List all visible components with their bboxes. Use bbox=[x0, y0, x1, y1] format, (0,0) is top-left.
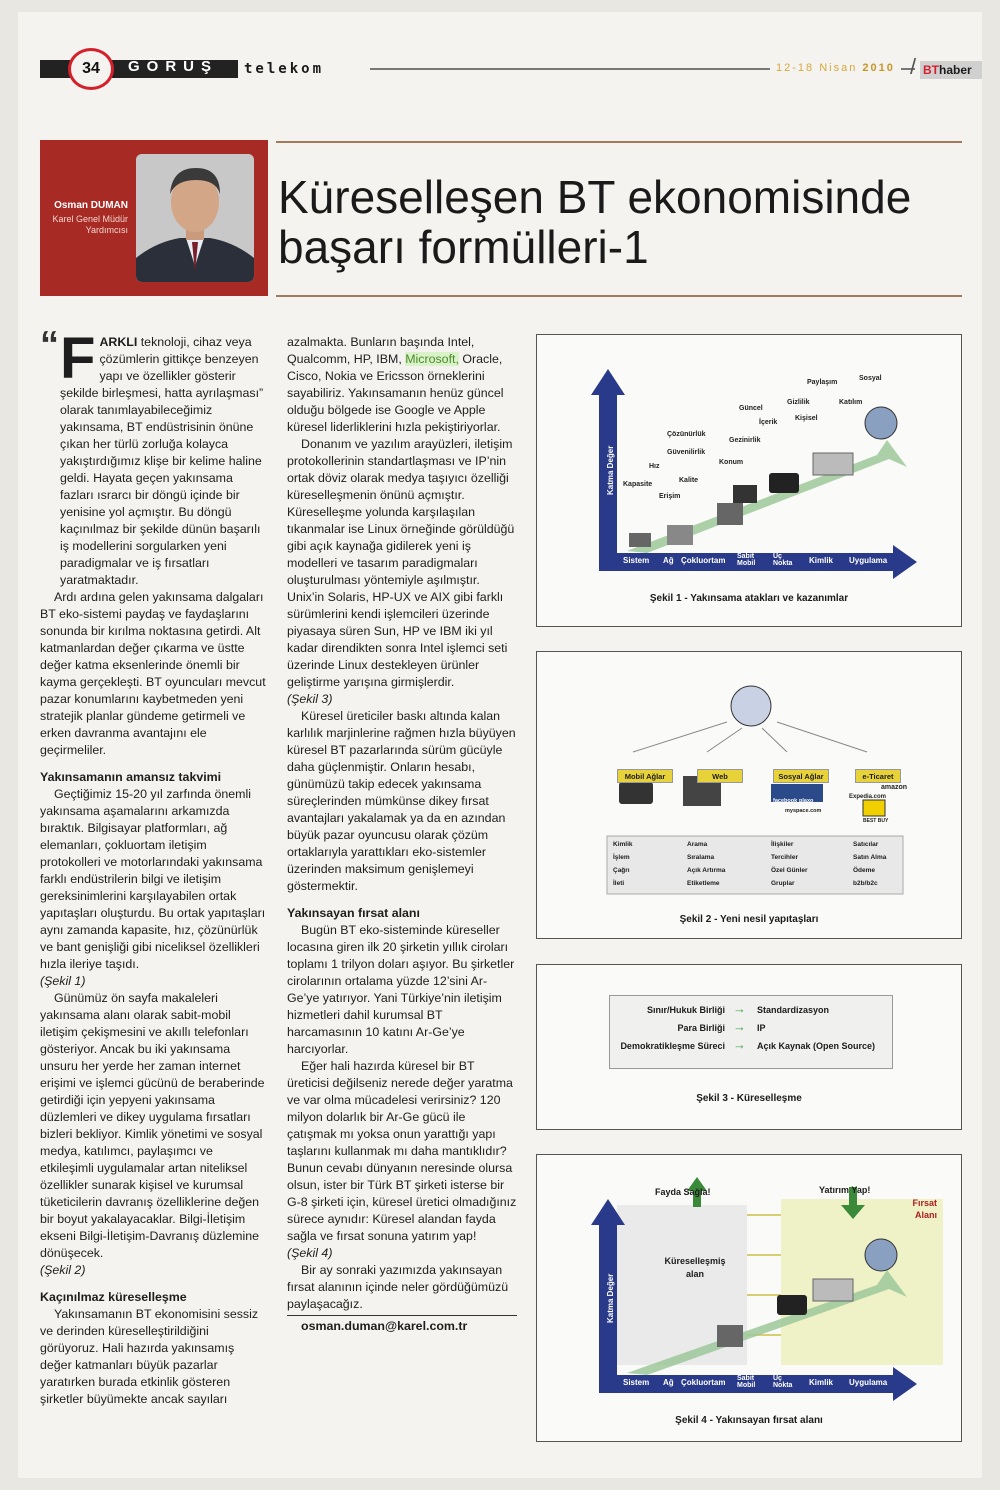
mobile-items bbox=[613, 838, 633, 890]
id-card-icon bbox=[813, 453, 853, 475]
author-name: Osman DUMAN bbox=[54, 200, 128, 211]
monitor-icon bbox=[717, 503, 743, 525]
lead-word: ARKLI bbox=[99, 335, 138, 349]
y-axis-arrowhead bbox=[591, 369, 625, 395]
list-item: Sıralama bbox=[687, 854, 715, 861]
benefit-label: Fayda Sağla! bbox=[655, 1187, 711, 1197]
brand-amazon: amazon bbox=[881, 784, 908, 791]
paragraph: Küresel üreticiler baskı altında kalan karlılık marjinlerine rağmen hızla büyüyen küresel BT pazarlarında sürüm gücüyle daha güçlenmiştir. Onların hesabı, günümüzü takip edecek yakınsama süreçlerinden mümkünse dikey fırsat avantajları yakalamak ya da en azından büyük pazar oyuncusu olarak çözüm ortaklarıyla yarattıkları eko-sistemler üzerinden maksimum genişlemeyi göstermektir. bbox=[287, 709, 516, 893]
connector-line bbox=[777, 722, 867, 752]
x-tick-label: Çokluortam bbox=[681, 556, 726, 565]
row-left: Para Birliği bbox=[677, 1023, 725, 1033]
x-tick-label: Sistem bbox=[623, 1378, 650, 1387]
x-axis-arrowhead bbox=[893, 545, 917, 579]
page-number: 34 bbox=[68, 48, 114, 90]
opportunity-label: Fırsat Alanı bbox=[912, 1198, 937, 1220]
paragraph: Yakınsamanın BT ekonomisini sessiz ve derinden küreselleştirildiğini görüyoruz. Hali hazırda yakınsamış değer katmanları büyük pazarlar yaratırken burada etkinlik gösteren şirketler büyümekte ancak sayıları bbox=[40, 1307, 259, 1406]
x-tick-label: Ağ bbox=[663, 1378, 674, 1387]
fig1-label: İçerik bbox=[759, 419, 778, 426]
arrow-icon: → bbox=[733, 1001, 746, 1016]
list-item: Arama bbox=[687, 841, 708, 848]
figure-4 bbox=[536, 1154, 962, 1442]
row-right: IP bbox=[757, 1023, 766, 1033]
x-tick-label: Uygulama bbox=[849, 556, 888, 565]
subheading: Yakınsamanın amansız takvimi bbox=[40, 770, 222, 784]
fig1-label: Çözünürlük bbox=[667, 431, 706, 438]
list-item: Kimlik bbox=[613, 841, 633, 848]
phone-icon bbox=[619, 782, 653, 804]
list-item: b2b/b2c bbox=[853, 880, 878, 887]
article-column-2 bbox=[287, 334, 517, 1335]
headline: Küreselleşen BT ekonomisinde başarı formülleri-1 bbox=[278, 171, 912, 273]
column-head-ecommerce: e-Ticaret bbox=[855, 769, 901, 783]
paragraph: azalmakta. Bunların başında Intel, Qualcomm, HP, IBM, Microsoft, Oracle, Cisco, Nokia ve Ericsson örneklerini sayabiliriz. Yakınsamanın henüz güncel olduğu bölgede ise Google ve Apple küresel liderliklerini hızla pekiştiriyorlar. bbox=[287, 335, 504, 434]
list-item: Satın Alma bbox=[853, 854, 887, 861]
fig1-label: Erişim bbox=[659, 493, 681, 500]
x-tick-label: Sabit Mobil bbox=[737, 1375, 756, 1389]
brand-plaxo: plaxo bbox=[799, 798, 814, 804]
figure-reference: (Şekil 4) bbox=[287, 1246, 333, 1260]
opportunity-area bbox=[781, 1199, 943, 1365]
list-item: Gruplar bbox=[771, 880, 795, 887]
list-item: Tercihler bbox=[771, 854, 798, 861]
lead-text: teknoloji, cihaz veya çözümlerin gittikçe benzeyen yapı ve özellikler gösterir şekilde birleşmesi, hatta ayrılaşması” olarak tanımlayabileceğimiz yakınsama, BT endüstrisinin önüne çıkan her türlü zorluğa kolayca yakıştırdığımız klişe bir kelime haline geldi. Hayata geçen yakınsama fazları ısrarcı bir döngü içinde bir yenisine yol açmıştır. Bu döngü kaçınılmaz bir şekilde dünün başarılı iş modellerini sorgularken yeni paradigmalar ve iş fırsatları yaratmaktadır. bbox=[60, 335, 264, 587]
fig1-label: Hız bbox=[649, 463, 660, 470]
arrow-icon: → bbox=[733, 1037, 746, 1052]
list-item: Çağrı bbox=[613, 867, 630, 874]
x-tick-label: Uygulama bbox=[849, 1378, 888, 1387]
row-right: Açık Kaynak (Open Source) bbox=[757, 1041, 876, 1051]
author-email[interactable]: osman.duman@karel.com.tr bbox=[287, 1315, 517, 1335]
figure-4-caption: Şekil 4 - Yakınsayan fırsat alanı bbox=[675, 1415, 823, 1426]
x-tick-label: Uç Nokta bbox=[773, 553, 793, 567]
open-quote: “ bbox=[40, 324, 59, 366]
column-head-mobile: Mobil Ağlar bbox=[617, 769, 673, 783]
figure-2 bbox=[536, 651, 962, 939]
figure-reference: (Şekil 1) bbox=[40, 974, 86, 988]
figure-reference: (Şekil 2) bbox=[40, 1263, 86, 1277]
x-tick-label: Sistem bbox=[623, 556, 650, 565]
list-item: Ödeme bbox=[853, 867, 876, 874]
paragraph: Ardı ardına gelen yakınsama dalgaları BT eko-sistemi paydaş ve faydaşlarını sonunda bir kırılma noktasına getirdi. Alt katmanlardan değer çıkarma ve üstte değer katma eksenlerinde önemli bir kayma gerçekleşti. BT oyuncuları mevcut pazar konumlarını kaybetmeden yeni stratejik planlar gündeme getirmeli ve erken davranma avantajını ele geçirmeliler. bbox=[40, 590, 266, 757]
ecommerce-items bbox=[853, 838, 886, 890]
issue-date bbox=[770, 62, 901, 74]
figure-reference: (Şekil 3) bbox=[287, 692, 333, 706]
issue-year: 2010 bbox=[862, 62, 895, 74]
paragraph: Günümüz ön sayfa makaleleri yakınsama alanı olarak sabit-mobil iletişim çekişmesini ve akıllı telefonları gösteriyor. Ancak bu iki yakınsama unsuru her yerde her zaman internet erişimi ve işlemci gücünü de beraberinde getirdiği için yepyeni yakınsama düzlemleri ve dikey uygulama fırsatları bizleri bekliyor. Kimlik yönetimi ve sosyal medya, katılımcı, paylaşımcı ve etkileşimli uygulamalar artan niteliksel özellikler sunarak kişisel ve kurumsal tüketicilerin davranış özelliklerine değen bir boyut yakalayacaklar. Bilgi-İletişim ekseni Bilgi-İletişim-Davranış düzlemine dönüşecek. bbox=[40, 991, 265, 1260]
figure-1 bbox=[536, 334, 962, 627]
id-card-icon bbox=[813, 1279, 853, 1301]
x-axis-arrowhead bbox=[893, 1367, 917, 1401]
headline-rule-bottom bbox=[276, 295, 962, 297]
fig1-label: Sosyal bbox=[859, 375, 882, 382]
list-item: Etiketleme bbox=[687, 880, 720, 887]
list-item: Açık Artırma bbox=[687, 867, 726, 874]
tablet-icon bbox=[733, 485, 757, 503]
magazine-page bbox=[18, 12, 982, 1478]
network-icon bbox=[667, 525, 693, 545]
author-photo bbox=[136, 154, 254, 282]
paragraph: Eğer hali hazırda küresel bir BT üreticisi değilseniz nerede değer yaratma ve var olma mücadelesi verirsiniz? 120 milyon dolarlık bir Ar-Ge gücü ile çatışmak mı yoksa onun yarattığı yapı taşlarını kullanmak mı daha mantıklıdır? Bunun cevabı dünyanın neresinde olursa olsun, ister bir Türk BT şirketi isterse bir G-8 şirketi için, küresel üretici olmadığınız sürece aynıdır: Küresel alandan fayda sağla ve fırsat sonuna yatırım yap! bbox=[287, 1059, 517, 1243]
row-right: Standardizasyon bbox=[757, 1005, 830, 1015]
fig1-label: Gizlilik bbox=[787, 399, 810, 406]
author-box bbox=[40, 140, 268, 296]
fig1-label: Güvenilirlik bbox=[667, 449, 706, 456]
y-axis-label: Katma Değer bbox=[606, 445, 615, 495]
section-label: GÖRÜŞ bbox=[128, 58, 219, 75]
brand-facebook: facebook bbox=[773, 798, 798, 804]
paragraph: Bir ay sonraki yazımızda yakınsayan fırsat alanının içinde neler gördüğümüzü paylaşacağız. bbox=[287, 1263, 509, 1311]
headline-rule-top bbox=[276, 141, 962, 143]
satellite-dish-icon bbox=[731, 686, 771, 726]
date-range: 12-18 Nisan bbox=[776, 62, 858, 74]
row-left: Demokratikleşme Süreci bbox=[620, 1041, 725, 1051]
phone-icon bbox=[769, 473, 799, 493]
page-header bbox=[40, 48, 980, 82]
bestbuy-logo bbox=[863, 800, 885, 816]
list-item: İleti bbox=[613, 880, 625, 887]
x-tick-label: Ağ bbox=[663, 556, 674, 565]
brand-bestbuy: BEST BUY bbox=[863, 818, 889, 824]
figure-1-caption: Şekil 1 - Yakınsama atakları ve kazanımlar bbox=[649, 593, 849, 604]
figure-3 bbox=[536, 964, 962, 1130]
brand-expedia: Expedia.com bbox=[849, 794, 887, 800]
fig1-label: Gezinirlik bbox=[729, 437, 761, 444]
fig1-label: Kapasite bbox=[623, 481, 653, 488]
figure-2-caption: Şekil 2 - Yeni nesil yapıtaşları bbox=[679, 914, 819, 925]
article-column-1 bbox=[40, 326, 268, 1408]
bthaber-logo: BThaber bbox=[920, 61, 982, 79]
subsection-label: telekom bbox=[238, 60, 370, 78]
figure-1-graphic bbox=[537, 335, 963, 628]
connector-line bbox=[762, 728, 787, 752]
x-tick-label: Uç Nokta bbox=[773, 1375, 793, 1389]
figure-3-caption: Şekil 3 - Küreselleşme bbox=[696, 1093, 802, 1104]
author-title: Karel Genel Müdür Yardımcısı bbox=[52, 214, 128, 235]
list-item: İşlem bbox=[613, 854, 630, 861]
web-items bbox=[687, 838, 725, 890]
arrow-icon: → bbox=[733, 1019, 746, 1034]
fig1-label: Kişisel bbox=[795, 415, 818, 422]
list-item: Satıcılar bbox=[853, 841, 879, 848]
figure-2-graphic bbox=[537, 652, 963, 940]
highlighted-word: Microsoft, bbox=[405, 352, 459, 366]
phone-icon bbox=[777, 1295, 807, 1315]
invest-label: Yatırım Yap! bbox=[819, 1185, 871, 1195]
portrait-image bbox=[136, 154, 254, 282]
fig1-label: Katılım bbox=[839, 399, 863, 406]
monitor-icon bbox=[717, 1325, 743, 1347]
x-tick-label: Sabit Mobil bbox=[737, 553, 756, 567]
paragraph: Donanım ve yazılım arayüzleri, iletişim protokollerinin standartlaşması ve IP’nin ortak döviz olarak medya taşıyıcı özelliği küreselleşmenin önünü açmıştır. Küreselleşme yolunda karşılaşılan tıkanmalar ise Linux örneğinde görüldüğü gibi açık kaynağa gidilerek yeni iş modelleri ve tasarım paradigmaları oluşturulması yöntemiyle aşılmıştır. Unix’in Solaris, HP-UX ve AIX gibi farklı sürümlerini kendi işlemcileri üzerinde piyasaya süren Sun, HP ve IBM iki yıl kadar direndikten sonra Intel işlemci seti üzerinde Linux destekleyen ürünler geliştirme yarışına girmişlerdir. bbox=[287, 437, 515, 689]
server-icon bbox=[629, 533, 651, 547]
satellite-dish-icon bbox=[865, 407, 897, 439]
column-head-web: Web bbox=[697, 769, 743, 783]
y-axis-label: Katma Değer bbox=[606, 1273, 615, 1323]
fig1-label: Kalite bbox=[679, 477, 699, 484]
list-item: İlişkiler bbox=[771, 841, 794, 848]
fig1-label: Paylaşım bbox=[807, 379, 838, 386]
social-items bbox=[771, 838, 807, 890]
subheading: Yakınsayan fırsat alanı bbox=[287, 906, 420, 920]
globalized-label: Küreselleşmiş alan bbox=[664, 1256, 726, 1279]
dropcap: F bbox=[60, 326, 96, 391]
fig1-label: Güncel bbox=[739, 405, 763, 412]
fig1-label: Konum bbox=[719, 459, 744, 466]
connector-line bbox=[707, 728, 742, 752]
lead-paragraph bbox=[40, 326, 268, 589]
x-tick-label: Çokluortam bbox=[681, 1378, 726, 1387]
list-item: Özel Günler bbox=[771, 867, 808, 874]
column-head-social: Sosyal Ağlar bbox=[773, 769, 829, 783]
paragraph: Bugün BT eko-sisteminde küreseller locasına giren ilk 20 şirketin yıllık ciroları toplamı 1 trilyon doları aşıyor. Bu şirketler cirolarının ortalama yüzde 12’sini Ar-Ge’ye yatırıyor. Yani Türkiye’nin iletişim hizmetleri dahil kurumsal BT harcamasının 10 katını Ar-Ge’ye harcıyorlar. bbox=[287, 923, 515, 1056]
paragraph: Geçtiğimiz 15-20 yıl zarfında önemli yakınsama aşamalarını arkamızda bıraktık. Bilgisayar platformları, ağ elemanları, çokluortam iletişim protokolleri ve motorlarındaki yakınsama farklı endüstrilerin bilgi ve iletişim gereksinimlerini karşılayabilen ortak yapıtaşları oluşturdu. Bu ortak yapıtaşları aynı zamanda kapasite, hız, çözünürlük ve bant genişliği gibi niceliksel özellikleri hızla ileriye taşıdı. bbox=[40, 787, 266, 971]
subheading: Kaçınılmaz küreselleşme bbox=[40, 1290, 187, 1304]
x-tick-label: Kimlik bbox=[809, 556, 834, 565]
row-left: Sınır/Hukuk Birliği bbox=[646, 1005, 725, 1015]
satellite-dish-icon bbox=[865, 1239, 897, 1271]
brand-myspace: myspace.com bbox=[785, 808, 822, 814]
x-tick-label: Kimlik bbox=[809, 1378, 834, 1387]
header-slash: / bbox=[910, 54, 917, 79]
